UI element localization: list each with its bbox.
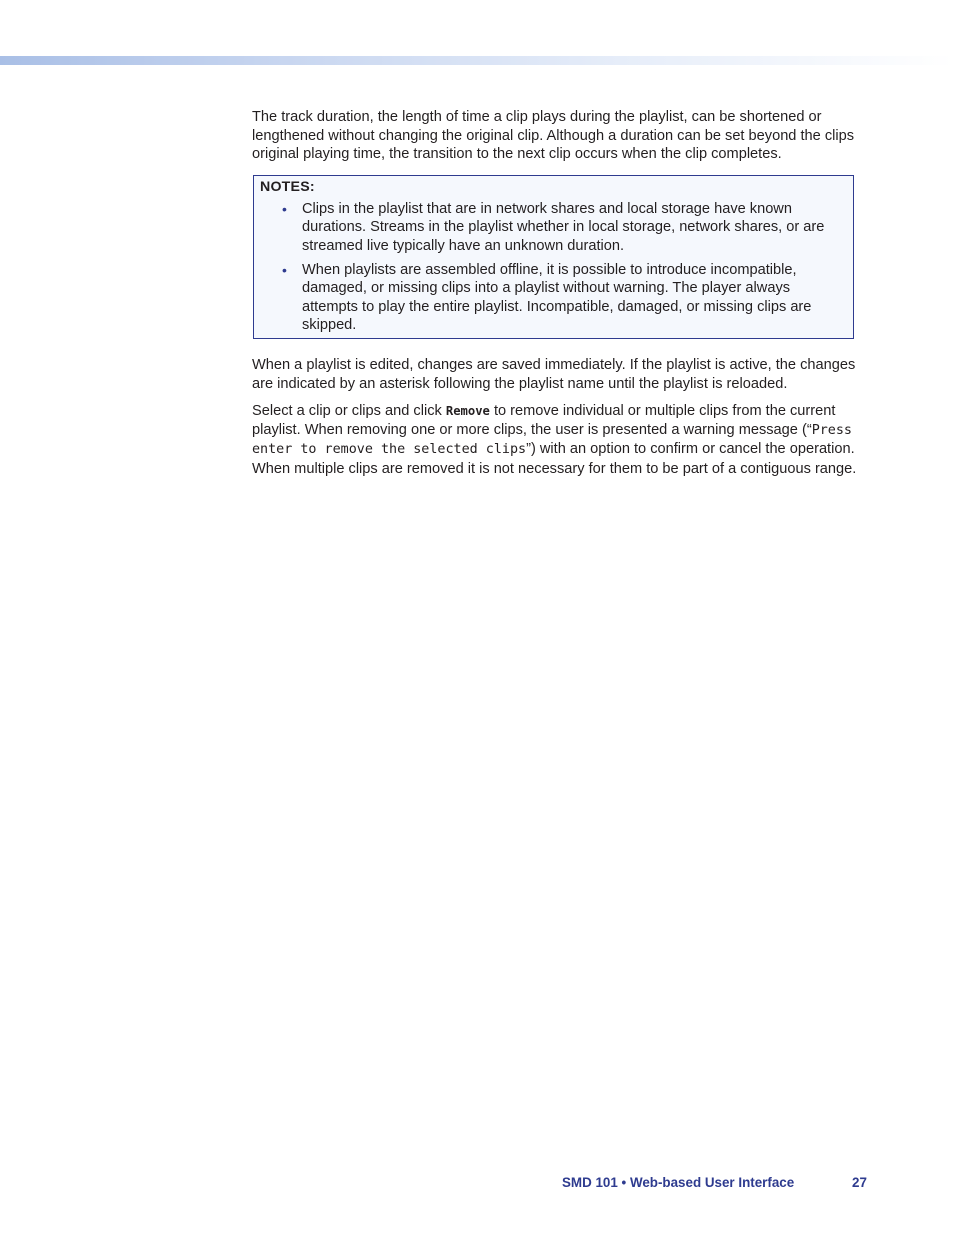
page-content xyxy=(252,108,867,479)
page-number: 27 xyxy=(852,1175,867,1190)
notes-title: NOTES: xyxy=(260,178,315,195)
intro-paragraph: The track duration, the length of time a clip plays during the playlist, can be shortened or lengthened without changing the original clip. Although a duration can be set beyond the clips original playing time, the transition to the next clip occurs when the clip completes. xyxy=(252,109,855,163)
remove-paragraph xyxy=(252,402,867,478)
warning-message-text: Press enter to remove the selected clips xyxy=(252,422,852,458)
notes-item-text: Clips in the playlist that are in network shares and local storage have known durations. Streams in the playlist whether in local storage, network shares, or are streamed live typically have an unknown duration. xyxy=(302,200,825,254)
remove-middle-text: to remove individual or multiple clips from the current playlist. When removing one or more clips, the user is presented a warning message (“ xyxy=(252,403,836,438)
notes-list xyxy=(260,200,853,335)
footer-label: SMD 101 • Web-based User Interface xyxy=(562,1175,795,1190)
header-gradient-bar xyxy=(0,56,954,65)
bullet-icon: • xyxy=(282,261,287,278)
remove-suffix-text: ”) with an option to confirm or cancel the operation. When multiple clips are removed it is not necessary for them to be part of a contiguous range. xyxy=(252,441,857,477)
remove-button-reference: Remove xyxy=(445,404,490,419)
remove-prefix-text: Select a clip or clips and click xyxy=(252,403,446,420)
edited-paragraph: When a playlist is edited, changes are saved immediately. If the playlist is active, the changes are indicated by an asterisk following the playlist name until the playlist is reloaded. xyxy=(252,356,856,392)
notes-list-item xyxy=(260,200,853,256)
bullet-icon: • xyxy=(282,200,287,217)
notes-item-text: When playlists are assembled offline, it is possible to introduce incompatible, damaged, or missing clips into a playlist without warning. The player always attempts to play the entire playlist. Incompatible, damaged, or missing clips are skipped. xyxy=(302,261,812,334)
notes-list-item xyxy=(260,261,853,335)
notes-box xyxy=(253,175,854,339)
